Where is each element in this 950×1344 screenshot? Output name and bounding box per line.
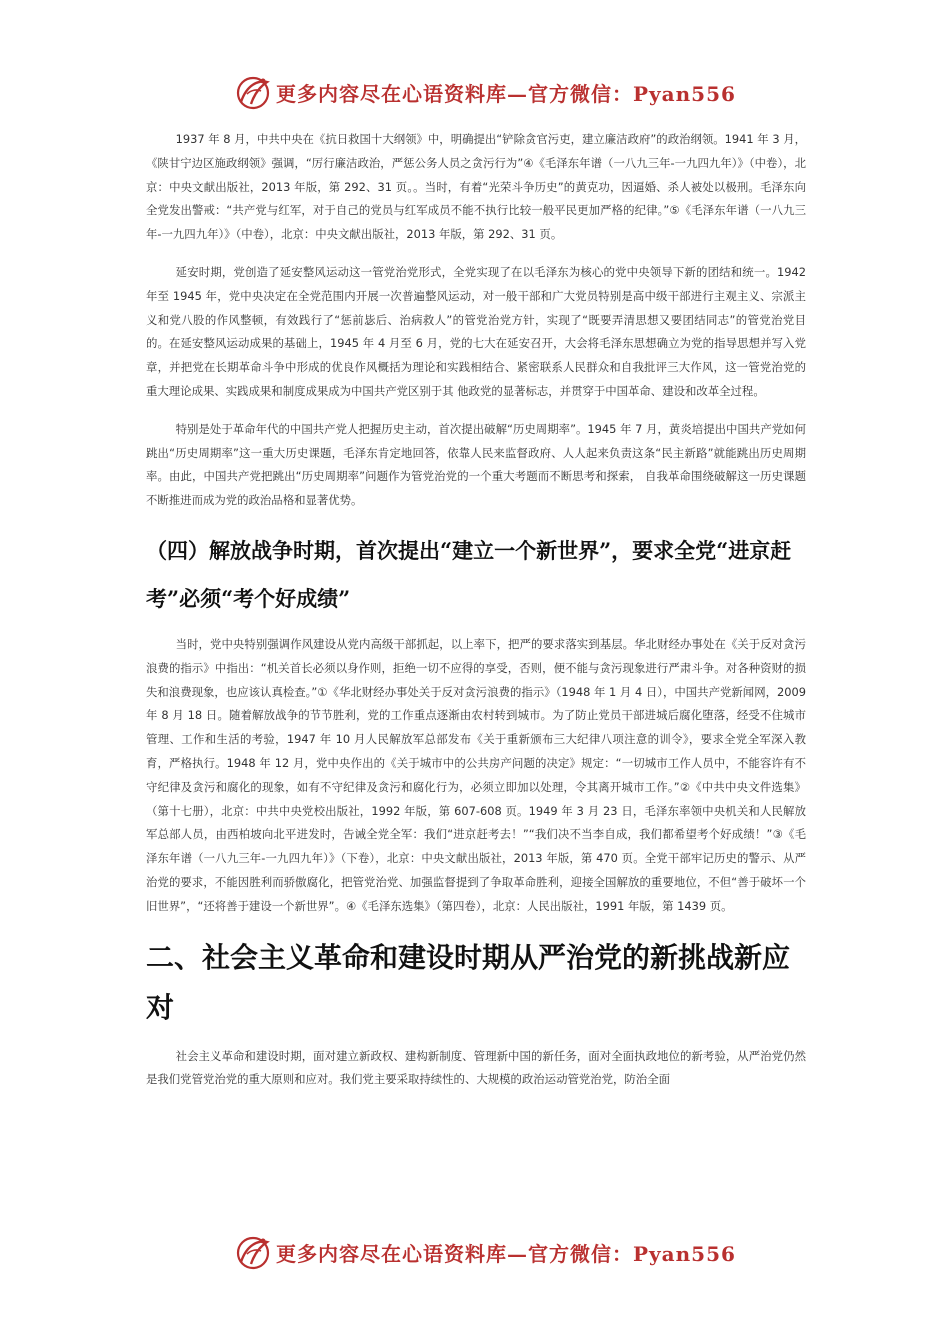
footer-banner bbox=[0, 1228, 950, 1278]
header-banner-text: 更多内容尽在心语资料库—官方微信：Pyan556 bbox=[276, 82, 736, 106]
paragraph-1937: 1937 年 8 月，中共中央在《抗日救国十大纲领》中，明确提出“铲除贪官污吏，建立廉洁政府”的政治纲领。1941 年 3 月，《陕甘宁边区施政纲领》强调，“厉行廉洁政治，严惩公务人员之贪污行为”④《毛泽东年谱（一八九三年-一九四九年）》（中卷），北京：中央文献出版社，2013 年版，第 292、31 页。。当时，有着“光荣斗争历史”的黄克功，因逼婚、杀人被处以极刑。毛泽东向全党发出警戒：“共产党与红军，对于自己的党员与红军成员不能不执行比较一般平民更加严格的纪律。”⑤《毛泽东年谱（一八九三年-一九四九年）》（中卷），北京：中央文献出版社，2013 年版，第 292、31 页。 bbox=[146, 132, 806, 242]
logo-icon bbox=[233, 1232, 273, 1272]
paragraph-liberation-war: 当时，党中央特别强调作风建设从党内高级干部抓起，以上率下，把严的要求落实到基层。华北财经办事处在《关于反对贪污浪费的指示》中指出：“机关首长必须以身作则，拒绝一切不应得的享受，否则，便不能与贪污现象进行严肃斗争。对各种资财的损失和浪费现象，也应该认真检查。”①《华北财经办事处关于反对贪污浪费的指示》（1948 年 1 月 4 日），中国共产党新闻网，2009 年 8 月 18 日。随着解放战争的节节胜利，党的工作重点逐渐由农村转到城市。为了防止党员干部进城后腐化堕落，经受不住城市管理、工作和生活的考验，1947 年 10 月人民解放军总部发布《关于重新颁布三大纪律八项注意的训令》，要求全党全军深入教育，严格执行。1948 年 12 月，党中央作出的《关于城市中的公共房产问题的决定》规定：“一切城市工作人员中，不能容许有不守纪律及贪污和腐化的现象，如有不守纪律及贪污和腐化行为，必须立即加以处理，令其离开城市工作。”②《中共中央文件选集》（第十七册），北京：中共中央党校出版社，1992 年版，第 607-608 页。1949 年 3 月 23 日，毛泽东率领中央机关和人民解放军总部人员，由西柏坡向北平进发时，告诫全党全军：我们“进京赶考去！”“我们决不当李自成，我们都希望考个好成绩！”③《毛泽东年谱（一八九三年-一九四九年）》（下卷），北京：中央文献出版社，2013 年版，第 470 页。全党干部牢记历史的警示、从严治党的要求，不能因胜利而骄傲腐化，把管党治党、加强监督提到了争取革命胜利，迎接全国解放的重要地位，不但“善于破坏一个旧世界”，“还将善于建设一个新世界”。④《毛泽东选集》（第四卷），北京：人民出版社，1991 年版，第 1439 页。 bbox=[146, 636, 806, 913]
logo-icon bbox=[233, 72, 273, 112]
part-heading-2: 二、社会主义革命和建设时期从严治党的新挑战新应对 bbox=[146, 940, 791, 1024]
paragraph-yanan: 延安时期，党创造了延安整风运动这一管党治党形式，全党实现了在以毛泽东为核心的党中央领导下新的团结和统一。1942 年至 1945 年，党中央决定在全党范围内开展一次普遍整风运动，对一般干部和广大党员特别是高中级干部进行主观主义、宗派主义和党八股的作风整顿，有效践行了“惩前毖后、治病救人”的管党治党方针，实现了“既要弄清思想又要团结同志”的管党治党目的。在延安整风运动成果的基础上，1945 年 4 月至 6 月，党的七大在延安召开，大会将毛泽东思想确立为党的指导思想并写入党章，并把党在长期革命斗争中形成的优良作风概括为理论和实践相结合、紧密联系人民群众和自我批评三大作风，这一管党治党的重大理论成果、实践成果和制度成果成为中国共产党区别于其 他政党的显著标志，并贯穿于中国革命、建设和改革全过程。 bbox=[146, 264, 806, 398]
paragraph-history-cycle: 特别是处于革命年代的中国共产党人把握历史主动，首次提出破解“历史周期率”。1945 年 7 月，黄炎培提出中国共产党如何跳出“历史周期率”这一重大历史课题，毛泽东肯定地回答，依靠人民来监督政府、人人起来负责这条“民主新路”就能跳出历史周期率。由此，中国共产党把跳出“历史周期率”问题作为管党治党的一个重大考题而不断思考和探索， 自我革命围绕破解这一历史课题不断推进而成为党的政治品格和显著优势。 bbox=[146, 421, 806, 508]
section-heading-4: （四）解放战争时期，首次提出“建立一个新世界”，要求全党“进京赶考”必须“考个好成绩” bbox=[146, 537, 792, 611]
header-banner bbox=[0, 68, 950, 118]
page-content bbox=[146, 128, 806, 1106]
paragraph-socialist-period: 社会主义革命和建设时期，面对建立新政权、建构新制度、管理新中国的新任务，面对全面执政地位的新考验，从严治党仍然是我们党管党治党的重大原则和应对。我们党主要采取持续性的、大规模的政治运动管党治党，防治全面 bbox=[146, 1048, 806, 1087]
footer-banner-text: 更多内容尽在心语资料库—官方微信：Pyan556 bbox=[276, 1242, 736, 1266]
